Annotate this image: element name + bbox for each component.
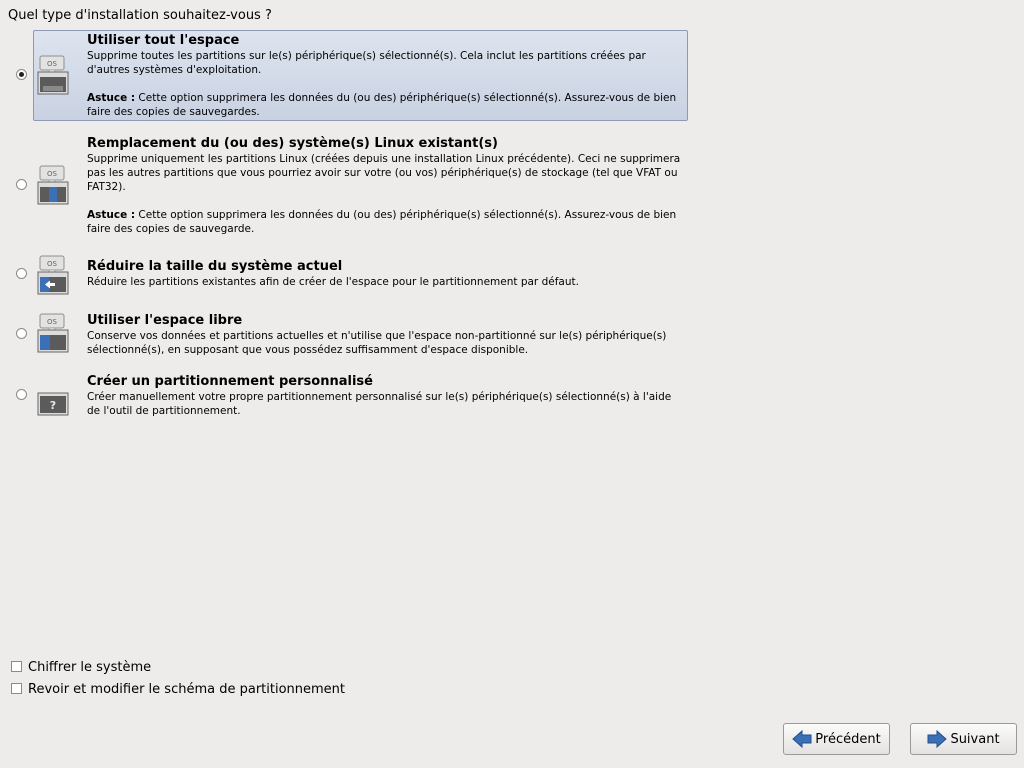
option-tip xyxy=(87,208,683,236)
next-button-label: Suivant xyxy=(950,731,1000,747)
radio-replace-linux[interactable] xyxy=(16,179,27,190)
arrow-right-icon xyxy=(927,730,947,748)
radio-custom-layout[interactable] xyxy=(16,389,27,400)
option-replace-linux[interactable] xyxy=(10,133,690,237)
option-title: Réduire la taille du système actuel xyxy=(87,259,343,274)
radio-use-all-space[interactable] xyxy=(16,69,27,80)
option-panel[interactable] xyxy=(33,133,688,237)
disk-replace-linux-icon xyxy=(37,163,69,213)
option-description: Réduire les partitions existantes afin de créer de l'espace pour le partitionnement par défaut. xyxy=(87,276,579,288)
encrypt-system-checkbox[interactable] xyxy=(11,661,22,672)
option-description: Créer manuellement votre propre partitionnement personnalisé sur le(s) périphérique(s) sélectionné(s) à l'aide de l'outil de partitionnement. xyxy=(87,391,672,417)
disk-shrink-icon xyxy=(37,253,69,303)
disk-custom-icon xyxy=(37,374,69,424)
os-label: OS xyxy=(47,170,57,178)
disk-erase-all-icon xyxy=(37,53,69,103)
tip-text: Cette option supprimera les données du (ou des) périphérique(s) sélectionné(s). Assurez-vous de bien faire des copies de sauvegardes. xyxy=(87,92,677,118)
review-partitioning-checkbox-row[interactable] xyxy=(11,682,345,698)
os-label: OS xyxy=(47,260,57,268)
next-button[interactable] xyxy=(910,723,1017,755)
back-button[interactable] xyxy=(783,723,890,755)
encrypt-system-label[interactable]: Chiffrer le système xyxy=(28,660,152,675)
option-title: Remplacement du (ou des) système(s) Linux existant(s) xyxy=(87,136,498,151)
option-custom-layout[interactable] xyxy=(10,371,690,423)
option-title: Créer un partitionnement personnalisé xyxy=(87,374,373,389)
option-use-free-space[interactable] xyxy=(10,310,690,362)
option-panel[interactable] xyxy=(33,371,688,423)
option-description: Supprime uniquement les partitions Linux (créées depuis une installation Linux précédente). Ceci ne supprimera pas les autres partitions que vous pourriez avoir sur votre (ou vos) périphérique(s) de stockage (tel que VFAT ou FAT32). xyxy=(87,153,681,193)
arrow-left-icon xyxy=(792,730,812,748)
option-panel[interactable] xyxy=(33,256,688,300)
option-panel[interactable] xyxy=(33,310,688,362)
encrypt-system-checkbox-row[interactable] xyxy=(11,660,151,676)
page-question: Quel type d'installation souhaitez-vous ? xyxy=(8,8,272,23)
os-label: OS xyxy=(47,60,57,68)
option-tip xyxy=(87,91,683,119)
radio-shrink-current[interactable] xyxy=(16,268,27,279)
review-partitioning-label[interactable]: Revoir et modifier le schéma de partitionnement xyxy=(28,682,346,697)
os-label: OS xyxy=(47,318,57,326)
option-use-all-space[interactable] xyxy=(10,30,690,121)
option-description: Supprime toutes les partitions sur le(s) périphérique(s) sélectionné(s). Cela inclut les partitions créées par d'autres systèmes d'exploitation. xyxy=(87,50,646,76)
tip-label: Astuce : xyxy=(87,92,136,104)
radio-use-free-space[interactable] xyxy=(16,328,27,339)
back-button-label: Précédent xyxy=(815,731,881,747)
option-panel[interactable] xyxy=(33,30,688,121)
option-shrink-current[interactable] xyxy=(10,256,690,300)
option-title: Utiliser l'espace libre xyxy=(87,313,243,328)
tip-text: Cette option supprimera les données du (ou des) périphérique(s) sélectionné(s). Assurez-vous de bien faire des copies de sauvegarde. xyxy=(87,209,677,235)
disk-free-space-icon xyxy=(37,311,69,361)
review-partitioning-checkbox[interactable] xyxy=(11,683,22,694)
question-mark: ? xyxy=(49,399,57,412)
tip-label: Astuce : xyxy=(87,209,136,221)
option-title: Utiliser tout l'espace xyxy=(87,33,240,48)
option-description: Conserve vos données et partitions actuelles et n'utilise que l'espace non-partitionné sur le(s) périphérique(s) sélectionné(s), en supposant que vous possédez suffisamment d'espace disponible. xyxy=(87,330,667,356)
